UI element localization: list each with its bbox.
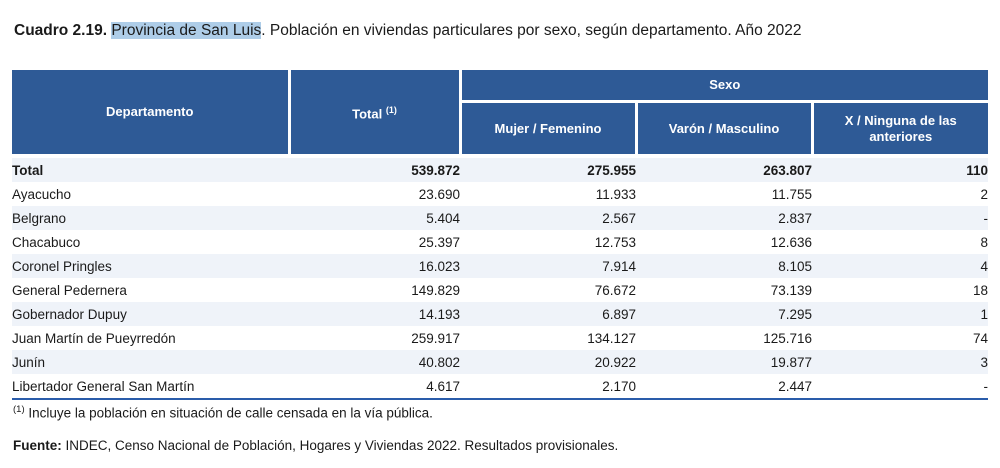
- col-header-total: [289, 70, 460, 156]
- cell-x: 110: [812, 156, 988, 182]
- cell-mujer: 134.127: [587, 330, 636, 346]
- table-row: [12, 326, 988, 350]
- table-caption: [14, 21, 802, 41]
- cell-departamento: General Pedernera: [12, 282, 127, 298]
- table-row: [12, 182, 988, 206]
- cell-total: 25.397: [418, 234, 460, 250]
- cell-varon: 19.877: [636, 350, 812, 374]
- census-table: [12, 70, 988, 400]
- table-row: [12, 350, 988, 374]
- cell-total: 23.690: [418, 186, 460, 202]
- cell-varon: 263.807: [636, 156, 812, 182]
- source-label: Fuente:: [13, 438, 62, 453]
- cell-varon: 7.295: [636, 302, 812, 326]
- footnote-1: [13, 404, 433, 421]
- cell-mujer: 275.955: [460, 156, 636, 182]
- cell-departamento: Junín: [12, 350, 289, 374]
- cell-departamento: Gobernador Dupuy: [12, 302, 289, 326]
- table-row: [12, 254, 988, 278]
- col-group-sexo: Sexo: [460, 70, 988, 102]
- source-text: INDEC, Censo Nacional de Población, Hogares y Viviendas 2022. Resultados provisionales.: [61, 438, 619, 453]
- caption-number: Cuadro 2.19.: [14, 22, 108, 39]
- cell-mujer: 2.170: [602, 378, 636, 394]
- cell-departamento: Juan Martín de Pueyrredón: [12, 330, 176, 346]
- cell-x: 3: [812, 350, 988, 374]
- cell-varon: 125.716: [763, 330, 812, 346]
- cell-x: -: [812, 206, 988, 230]
- col-header-mujer: Mujer / Femenino: [460, 102, 636, 157]
- cell-total: 149.829: [411, 282, 460, 298]
- caption-rest: . Población en viviendas particulares por sexo, según departamento. Año 2022: [261, 22, 802, 39]
- cell-total: 4.617: [426, 378, 460, 394]
- cell-total: 5.404: [289, 206, 460, 230]
- cell-x: 74: [972, 330, 988, 346]
- footnote-text: Incluye la población en situación de calle censada en la vía pública.: [24, 405, 433, 421]
- cell-mujer: 11.933: [595, 186, 636, 202]
- footnote-marker: (1): [13, 404, 25, 415]
- col-header-departamento: Departamento: [12, 70, 289, 156]
- cell-departamento: Belgrano: [12, 206, 289, 230]
- cell-total: 40.802: [289, 350, 460, 374]
- caption-highlighted-text: Provincia de San Luis: [111, 22, 262, 39]
- cell-total: 16.023: [289, 254, 460, 278]
- cell-departamento: Coronel Pringles: [12, 254, 289, 278]
- col-header-varon: Varón / Masculino: [636, 102, 812, 157]
- cell-mujer: 2.567: [460, 206, 636, 230]
- cell-varon: 2.447: [778, 378, 812, 394]
- cell-mujer: 12.753: [594, 234, 636, 250]
- table-row: [12, 230, 988, 254]
- census-table-container: [12, 70, 988, 400]
- cell-x: 2: [980, 186, 988, 202]
- table-row-total: [12, 156, 988, 182]
- col-header-x: X / Ninguna de las anteriores: [812, 102, 988, 157]
- cell-total: 14.193: [289, 302, 460, 326]
- cell-varon: 73.139: [770, 282, 812, 298]
- cell-x: 4: [812, 254, 988, 278]
- cell-x: -: [983, 378, 988, 394]
- cell-total: 539.872: [289, 156, 460, 182]
- cell-mujer: 7.914: [460, 254, 636, 278]
- cell-varon: 11.755: [771, 186, 812, 202]
- cell-x: 18: [972, 282, 988, 298]
- cell-mujer: 76.672: [594, 282, 636, 298]
- table-row: [12, 206, 988, 230]
- cell-departamento: Ayacucho: [12, 186, 72, 202]
- table-row: [12, 302, 988, 326]
- cell-departamento: Total: [12, 156, 289, 182]
- cell-varon: 2.837: [636, 206, 812, 230]
- cell-x: 8: [980, 234, 988, 250]
- cell-mujer: 6.897: [460, 302, 636, 326]
- cell-varon: 8.105: [636, 254, 812, 278]
- cell-departamento: Libertador General San Martín: [12, 378, 195, 394]
- col-header-total-label: Total: [352, 106, 383, 122]
- cell-total: 259.917: [411, 330, 460, 346]
- table-row: [12, 374, 988, 399]
- cell-varon: 12.636: [770, 234, 812, 250]
- source-line: [13, 438, 618, 453]
- table-row: [12, 278, 988, 302]
- cell-x: 1: [812, 302, 988, 326]
- cell-departamento: Chacabuco: [12, 234, 81, 250]
- cell-mujer: 20.922: [460, 350, 636, 374]
- total-footnote-marker: (1): [385, 104, 397, 115]
